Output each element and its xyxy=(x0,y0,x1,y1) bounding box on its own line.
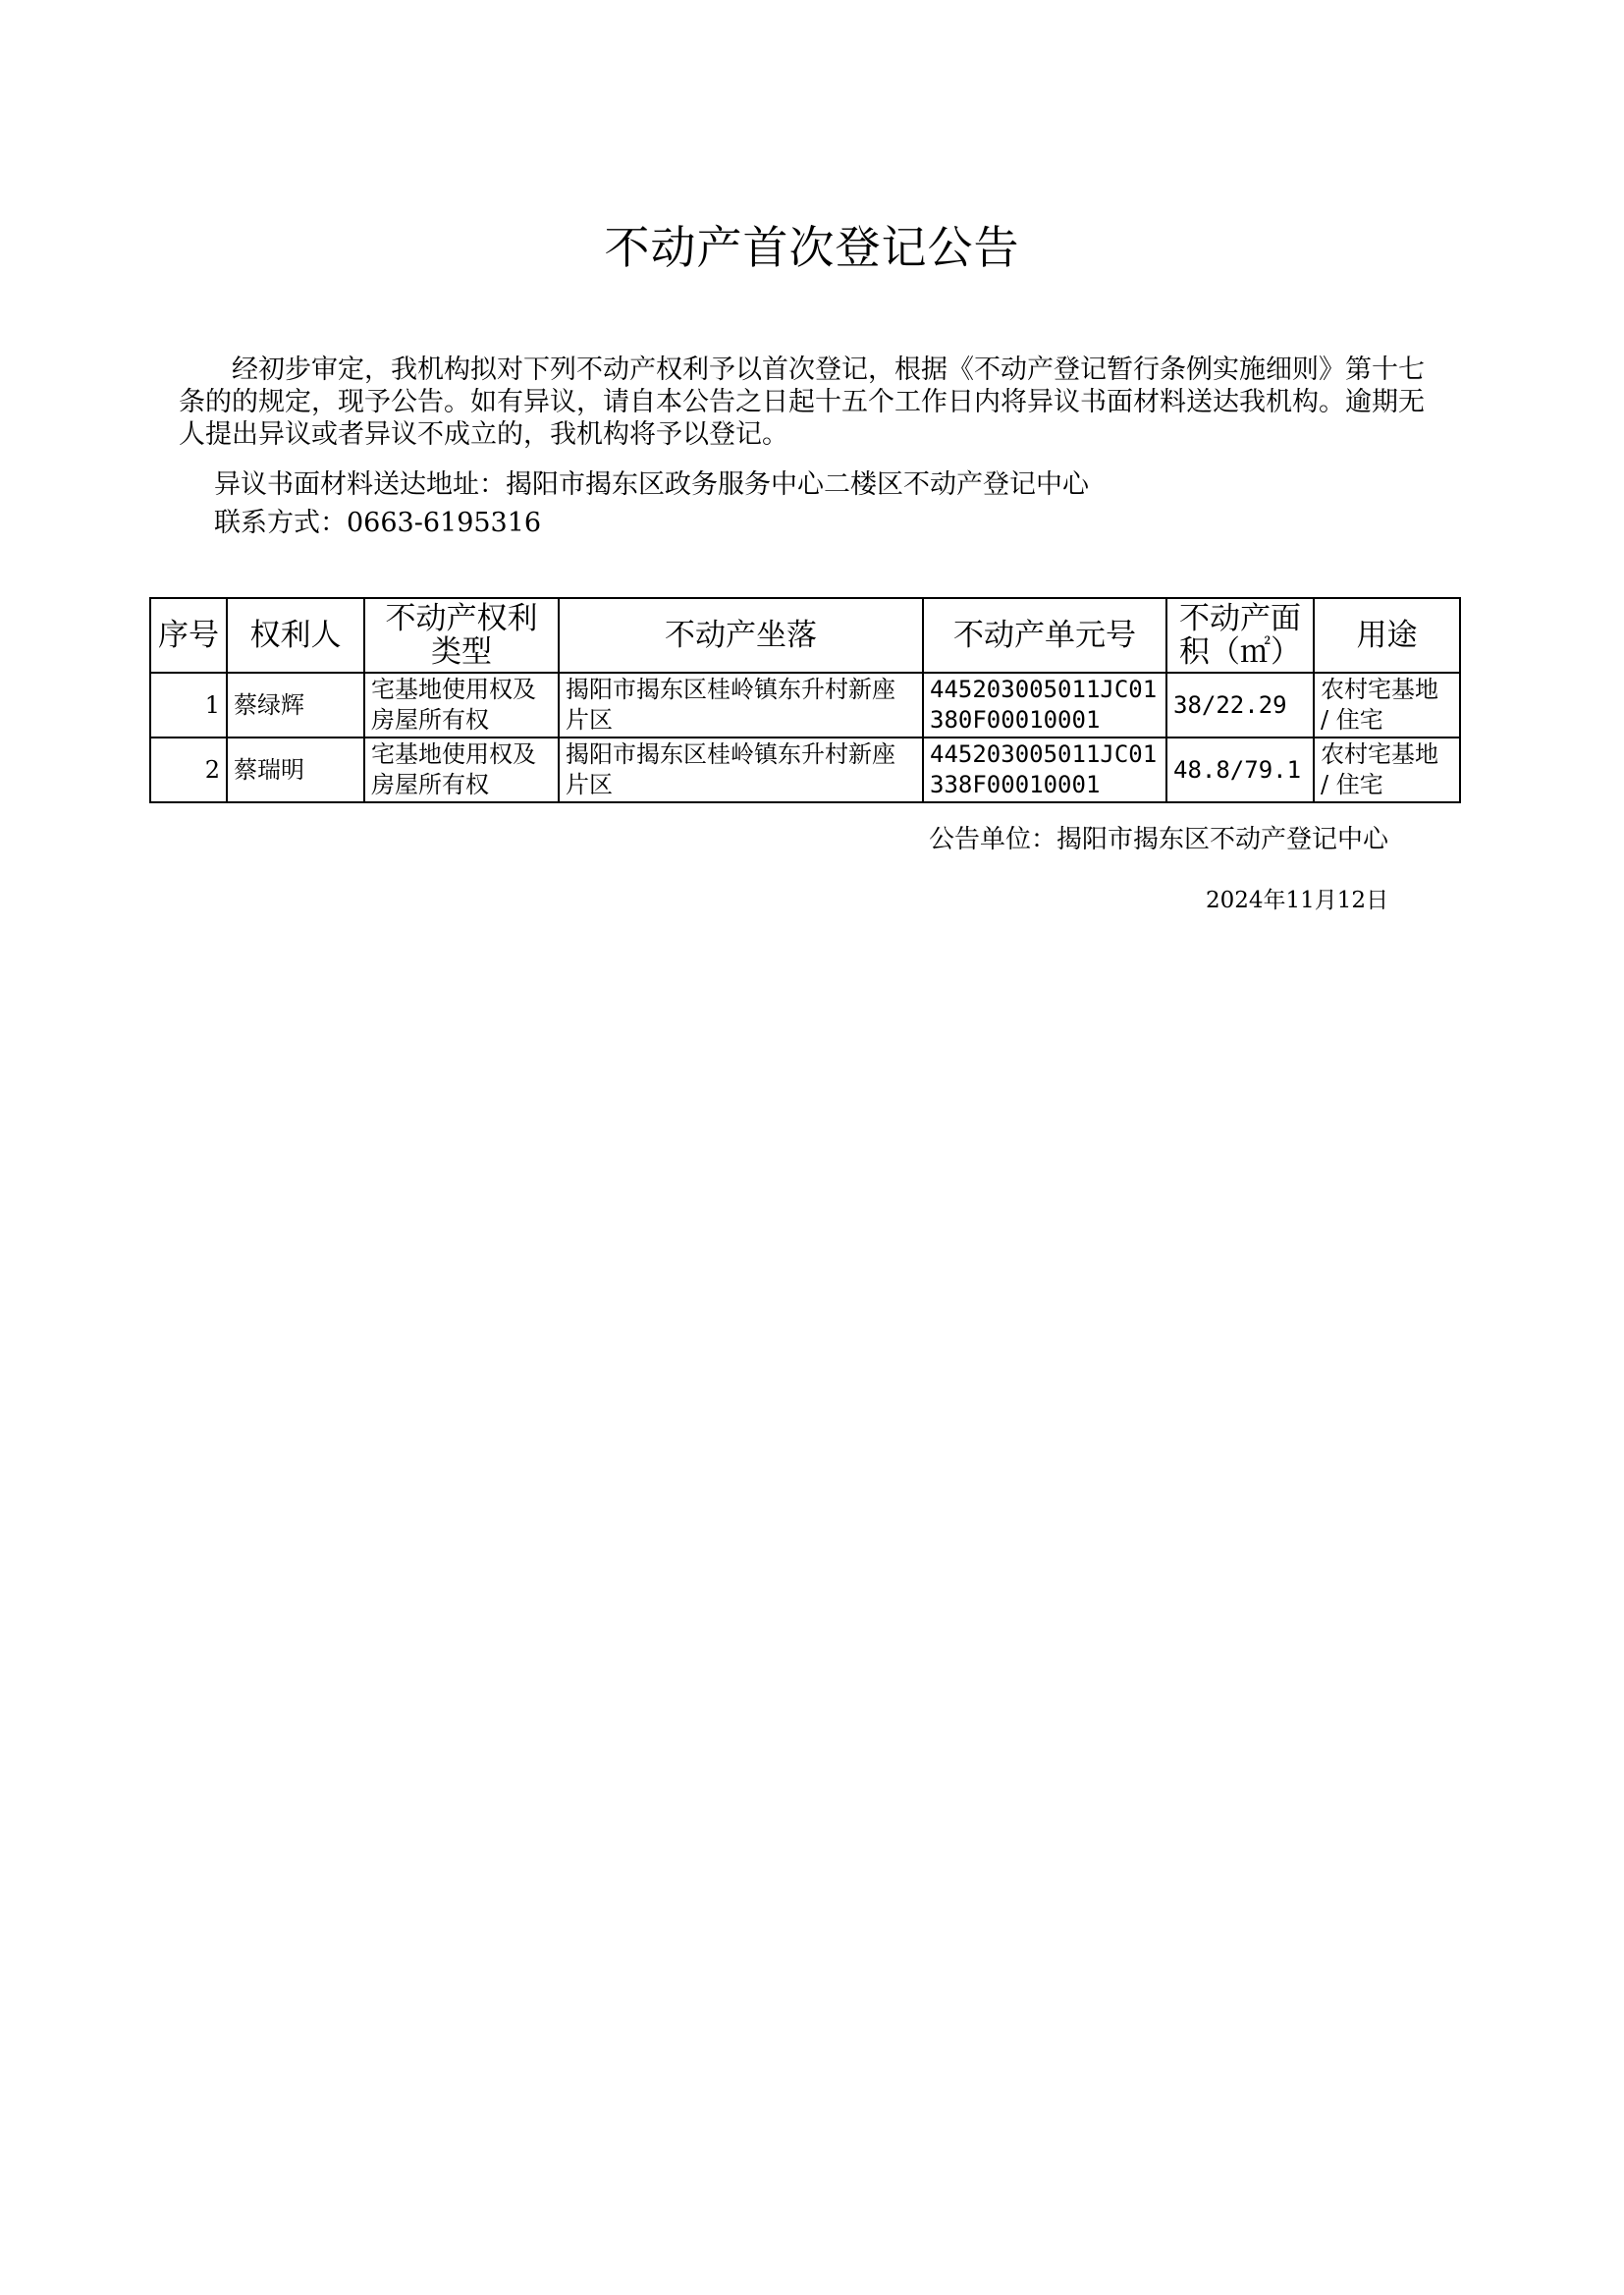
contact-info: 联系方式：0663-6195316 xyxy=(214,508,542,538)
cell-usage: 农村宅基地 / 住宅 xyxy=(1314,673,1460,738)
header-owner: 权利人 xyxy=(227,598,364,673)
page-title: 不动产首次登记公告 xyxy=(604,221,1020,274)
notice-paragraph-text: 经初步审定，我机构拟对下列不动产权利予以首次登记，根据《不动产登记暂行条例实施细则》第十七条的的规定，现予公告。如有异议，请自本公告之日起十五个工作日内将异议书面材料送达我机构。逾期无人提出异议或者异议不成立的，我机构将予以登记。 xyxy=(179,355,1425,450)
issue-date: 2024年11月12日 xyxy=(1206,888,1389,913)
cell-right-type: 宅基地使用权及房屋所有权 xyxy=(364,738,559,802)
header-index: 序号 xyxy=(150,598,227,673)
issuer: 公告单位：揭阳市揭东区不动产登记中心 xyxy=(929,825,1389,854)
cell-index: 2 xyxy=(150,738,227,802)
objection-address: 异议书面材料送达地址：揭阳市揭东区政务服务中心二楼区不动产登记中心 xyxy=(214,469,1089,500)
header-location: 不动产坐落 xyxy=(559,598,923,673)
cell-owner: 蔡瑞明 xyxy=(227,738,364,802)
cell-unit-no: 445203005011JC01338F00010001 xyxy=(923,738,1166,802)
cell-unit-no: 445203005011JC01380F00010001 xyxy=(923,673,1166,738)
cell-index: 1 xyxy=(150,673,227,738)
cell-area: 48.8/79.1 xyxy=(1166,738,1314,802)
cell-area: 38/22.29 xyxy=(1166,673,1314,738)
header-area: 不动产面积（㎡） xyxy=(1166,598,1314,673)
cell-right-type: 宅基地使用权及房屋所有权 xyxy=(364,673,559,738)
cell-usage: 农村宅基地 / 住宅 xyxy=(1314,738,1460,802)
table-row xyxy=(150,738,1460,802)
cell-owner: 蔡绿辉 xyxy=(227,673,364,738)
table-row xyxy=(150,673,1460,738)
cell-location: 揭阳市揭东区桂岭镇东升村新座片区 xyxy=(559,673,923,738)
table-header-row xyxy=(150,598,1460,673)
registration-table xyxy=(149,597,1461,803)
header-usage: 用途 xyxy=(1314,598,1460,673)
cell-location: 揭阳市揭东区桂岭镇东升村新座片区 xyxy=(559,738,923,802)
notice-paragraph xyxy=(179,354,1445,451)
header-unit-no: 不动产单元号 xyxy=(923,598,1166,673)
header-right-type: 不动产权利类型 xyxy=(364,598,559,673)
